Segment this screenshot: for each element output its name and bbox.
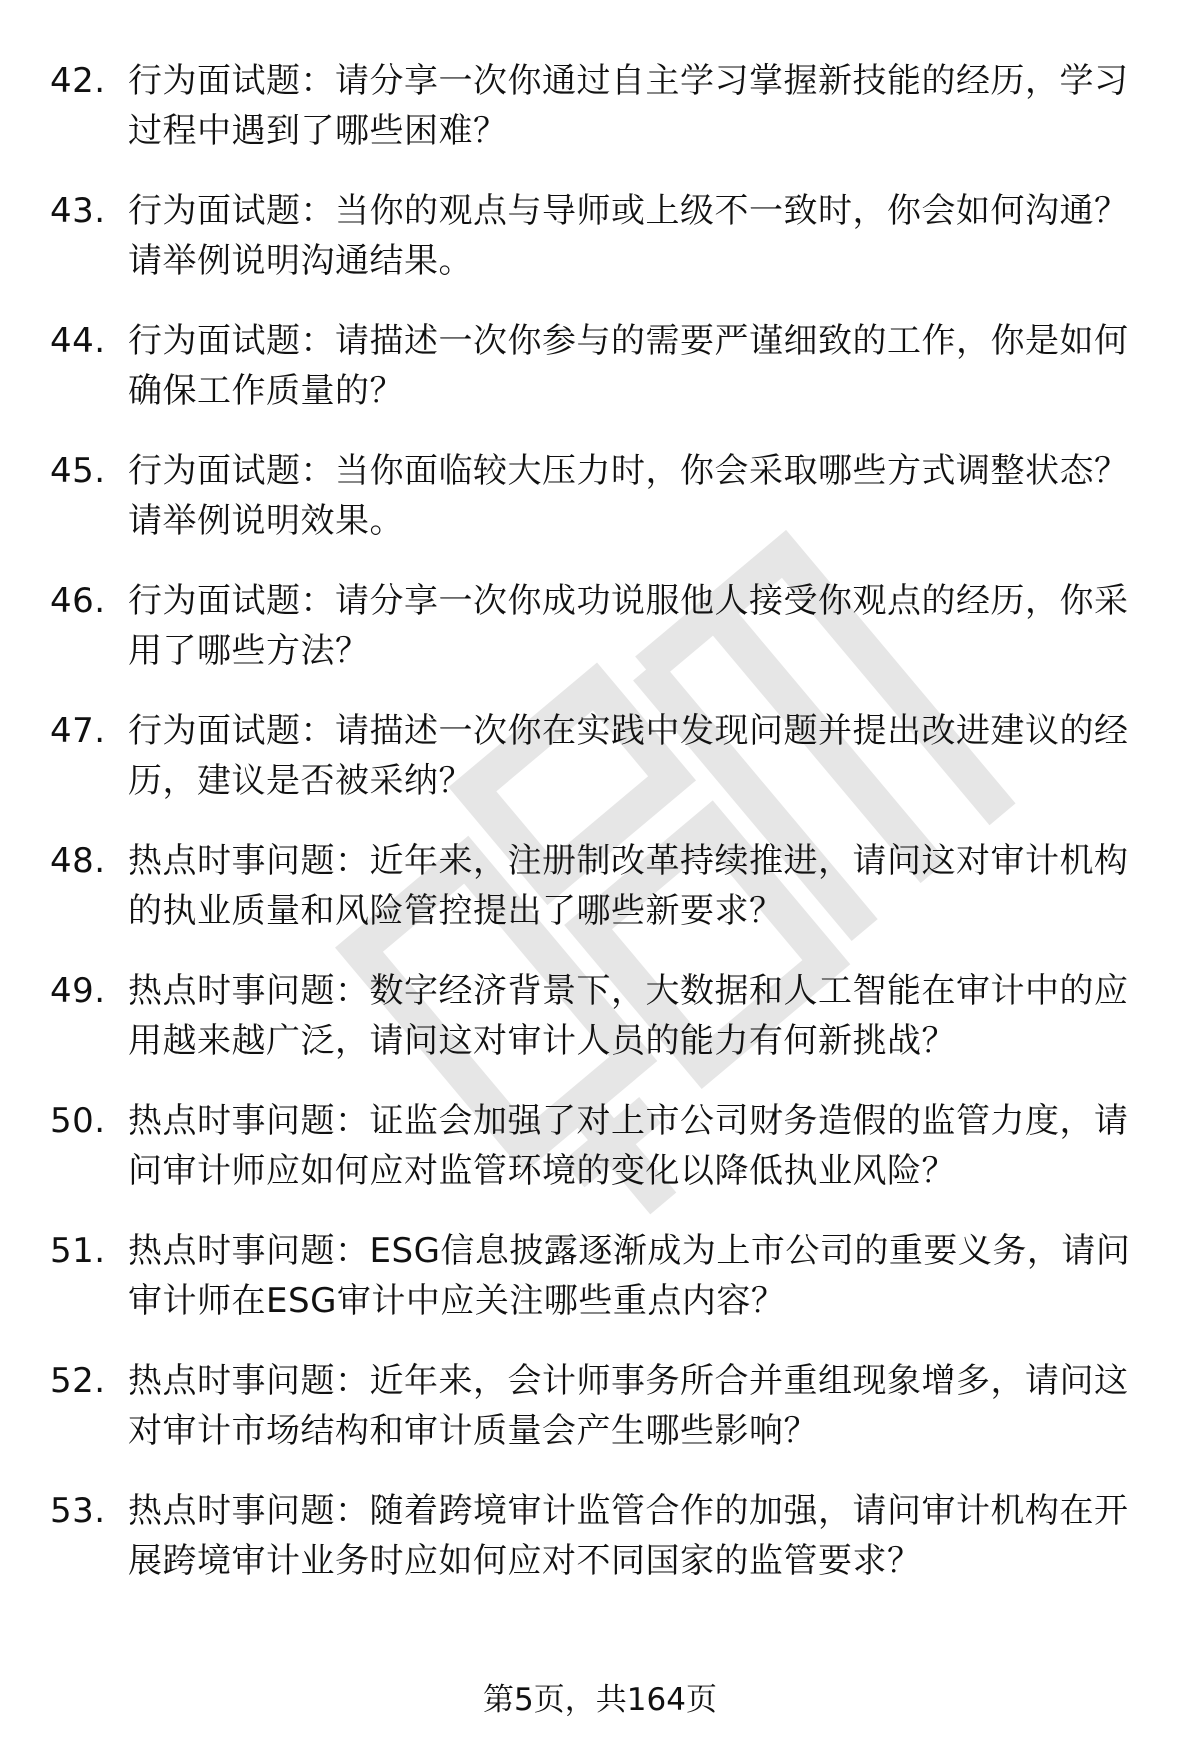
question-text: 热点时事问题：数字经济背景下，大数据和人工智能在审计中的应用越来越广泛，请问这对审计人员的能力有何新挑战？	[128, 971, 1129, 1061]
question-item	[0, 966, 1200, 1096]
question-item	[0, 1226, 1200, 1356]
page-footer: 第5页，共164页	[483, 1682, 717, 1718]
question-text: 热点时事问题：随着跨境审计监管合作的加强，请问审计机构在开展跨境审计业务时应如何应对不同国家的监管要求？	[128, 1491, 1129, 1581]
question-list	[0, 56, 1200, 1616]
question-number: 42.	[50, 61, 106, 101]
question-number: 47.	[50, 711, 106, 751]
question-item	[0, 1096, 1200, 1226]
question-text: 热点时事问题：近年来，会计师事务所合并重组现象增多，请问这对审计市场结构和审计质量会产生哪些影响？	[128, 1361, 1129, 1451]
question-item	[0, 446, 1200, 576]
question-text: 行为面试题：请描述一次你参与的需要严谨细致的工作，你是如何确保工作质量的？	[128, 321, 1129, 411]
question-item	[0, 836, 1200, 966]
question-number: 49.	[50, 971, 106, 1011]
question-item	[0, 576, 1200, 706]
question-text: 热点时事问题：ESG信息披露逐渐成为上市公司的重要义务，请问审计师在ESG审计中应关注哪些重点内容？	[128, 1231, 1131, 1321]
question-item	[0, 186, 1200, 316]
question-number: 46.	[50, 581, 106, 621]
question-number: 48.	[50, 841, 106, 881]
question-text: 行为面试题：当你面临较大压力时，你会采取哪些方式调整状态？请举例说明效果。	[128, 451, 1129, 541]
question-number: 43.	[50, 191, 106, 231]
question-number: 51.	[50, 1231, 106, 1271]
question-text: 行为面试题：请分享一次你通过自主学习掌握新技能的经历，学习过程中遇到了哪些困难？	[128, 61, 1129, 151]
question-number: 52.	[50, 1361, 106, 1401]
question-item	[0, 1486, 1200, 1616]
question-item	[0, 56, 1200, 186]
question-item	[0, 316, 1200, 446]
question-number: 45.	[50, 451, 106, 491]
question-text: 行为面试题：当你的观点与导师或上级不一致时，你会如何沟通？请举例说明沟通结果。	[128, 191, 1129, 281]
question-item	[0, 706, 1200, 836]
question-number: 50.	[50, 1101, 106, 1141]
question-number: 44.	[50, 321, 106, 361]
question-text: 行为面试题：请分享一次你成功说服他人接受你观点的经历，你采用了哪些方法？	[128, 581, 1129, 671]
question-number: 53.	[50, 1491, 106, 1531]
question-text: 热点时事问题：证监会加强了对上市公司财务造假的监管力度，请问审计师应如何应对监管环境的变化以降低执业风险？	[128, 1101, 1129, 1191]
question-text: 行为面试题：请描述一次你在实践中发现问题并提出改进建议的经历，建议是否被采纳？	[128, 711, 1129, 801]
question-item	[0, 1356, 1200, 1486]
question-text: 热点时事问题：近年来，注册制改革持续推进，请问这对审计机构的执业质量和风险管控提出了哪些新要求？	[128, 841, 1129, 931]
